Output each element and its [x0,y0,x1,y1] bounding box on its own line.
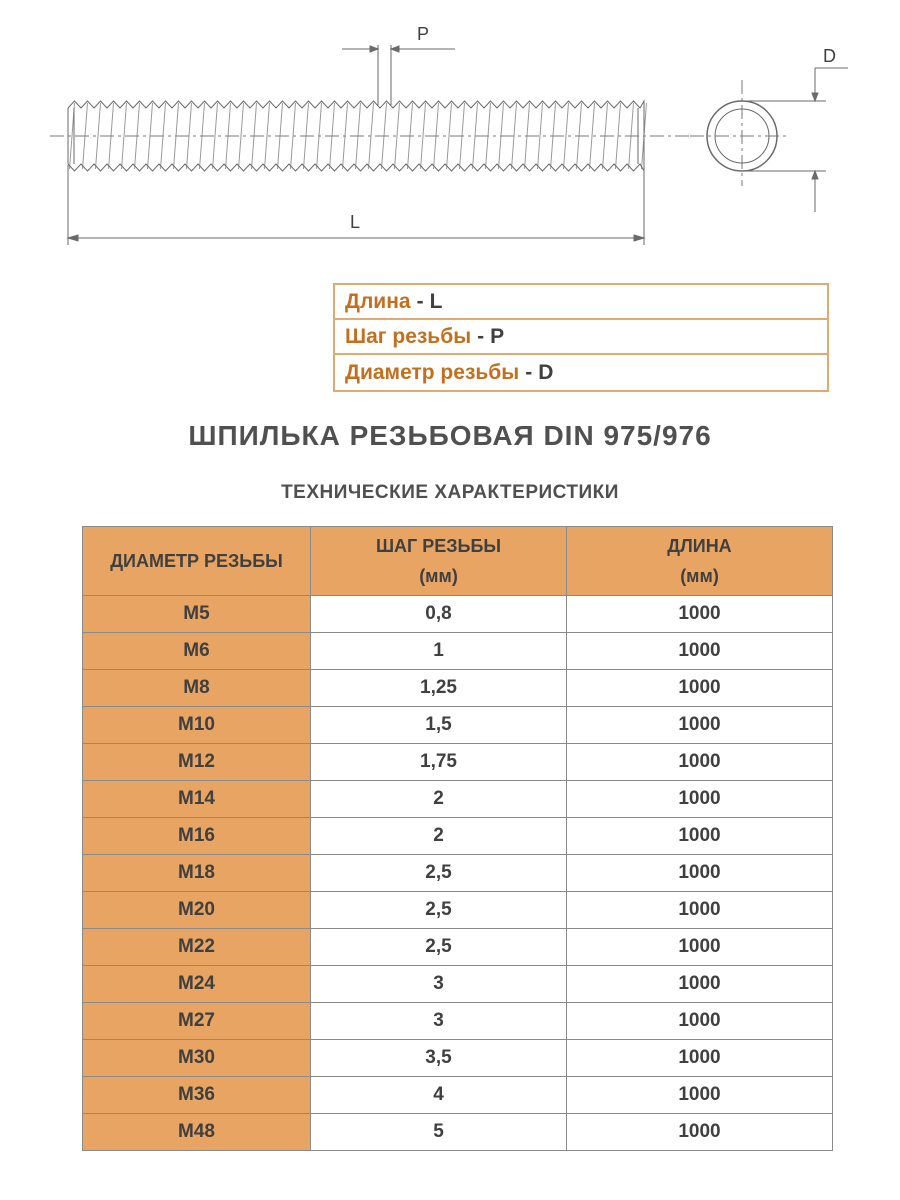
cell-pitch: 3 [311,1003,567,1040]
cell-pitch: 1,25 [311,670,567,707]
cell-length: 1000 [567,929,833,966]
specifications-table [82,526,833,1151]
legend-symbol: L [429,289,443,313]
table-row [83,744,833,781]
legend-separator: - [525,360,533,384]
header-unit: (мм) [419,566,458,586]
table-row [83,929,833,966]
cell-diameter: М18 [83,855,311,892]
cell-pitch: 2,5 [311,929,567,966]
cell-diameter: М48 [83,1114,311,1151]
cell-pitch: 2,5 [311,892,567,929]
cell-diameter: М10 [83,707,311,744]
pitch-dimension [342,45,455,105]
table-row [83,670,833,707]
table-row [83,596,833,633]
legend-term: Длина [345,289,411,313]
cell-length: 1000 [567,596,833,633]
cell-diameter: М14 [83,781,311,818]
pitch-label: P [417,24,430,44]
cell-length: 1000 [567,744,833,781]
cell-length: 1000 [567,1040,833,1077]
legend-term: Шаг резьбы [345,324,472,348]
table-row [83,707,833,744]
dimension-legend [333,283,829,392]
cell-diameter: М8 [83,670,311,707]
legend-term: Диаметр резьбы [345,360,520,384]
threaded-rod-drawing [0,0,900,260]
cell-length: 1000 [567,1114,833,1151]
header-line: ДЛИНА [667,536,732,556]
header-pitch [311,527,567,596]
cell-length: 1000 [567,670,833,707]
legend-separator: - [416,289,424,313]
table-row [83,633,833,670]
legend-separator: - [477,324,485,348]
cell-diameter: М5 [83,596,311,633]
table-row [83,1114,833,1151]
table-row [83,966,833,1003]
cell-diameter: М6 [83,633,311,670]
cell-diameter: М20 [83,892,311,929]
cell-pitch: 0,8 [311,596,567,633]
cell-length: 1000 [567,855,833,892]
table-body [83,596,833,1151]
cell-pitch: 3,5 [311,1040,567,1077]
diameter-dimension [742,68,848,212]
table-row [83,818,833,855]
header-unit: (мм) [680,566,719,586]
header-line: ДИАМЕТР РЕЗЬБЫ [110,551,283,571]
length-dimension [68,165,644,245]
cell-length: 1000 [567,633,833,670]
cell-length: 1000 [567,1077,833,1114]
cell-pitch: 4 [311,1077,567,1114]
cell-pitch: 2 [311,781,567,818]
cell-length: 1000 [567,818,833,855]
legend-symbol: P [490,324,505,348]
legend-row-diameter [335,355,827,390]
cell-diameter: М36 [83,1077,311,1114]
table-row [83,892,833,929]
cell-diameter: М30 [83,1040,311,1077]
cell-pitch: 1,75 [311,744,567,781]
table-row [83,855,833,892]
cell-pitch: 5 [311,1114,567,1151]
legend-row-pitch [335,320,827,355]
cell-length: 1000 [567,1003,833,1040]
cell-length: 1000 [567,966,833,1003]
table-row [83,1003,833,1040]
page-title: ШПИЛЬКА РЕЗЬБОВАЯ DIN 975/976 [188,420,712,451]
cell-pitch: 3 [311,966,567,1003]
cell-length: 1000 [567,892,833,929]
header-length [567,527,833,596]
legend-symbol: D [538,360,554,384]
table-row [83,1077,833,1114]
center-axis-line [50,80,790,186]
cell-diameter: М16 [83,818,311,855]
table-row [83,781,833,818]
length-label: L [350,212,361,232]
cell-pitch: 1 [311,633,567,670]
page-subtitle: ТЕХНИЧЕСКИЕ ХАРАКТЕРИСТИКИ [281,482,619,503]
cell-length: 1000 [567,781,833,818]
table-header-row [83,527,833,596]
header-line: ШАГ РЕЗЬБЫ [375,536,502,556]
table-row [83,1040,833,1077]
header-diameter [83,527,311,596]
cell-diameter: М27 [83,1003,311,1040]
cell-diameter: М24 [83,966,311,1003]
diameter-label: D [823,46,836,66]
cell-pitch: 2,5 [311,855,567,892]
cell-length: 1000 [567,707,833,744]
cell-pitch: 2 [311,818,567,855]
cell-diameter: М22 [83,929,311,966]
legend-row-length [335,285,827,320]
cell-pitch: 1,5 [311,707,567,744]
cell-diameter: М12 [83,744,311,781]
